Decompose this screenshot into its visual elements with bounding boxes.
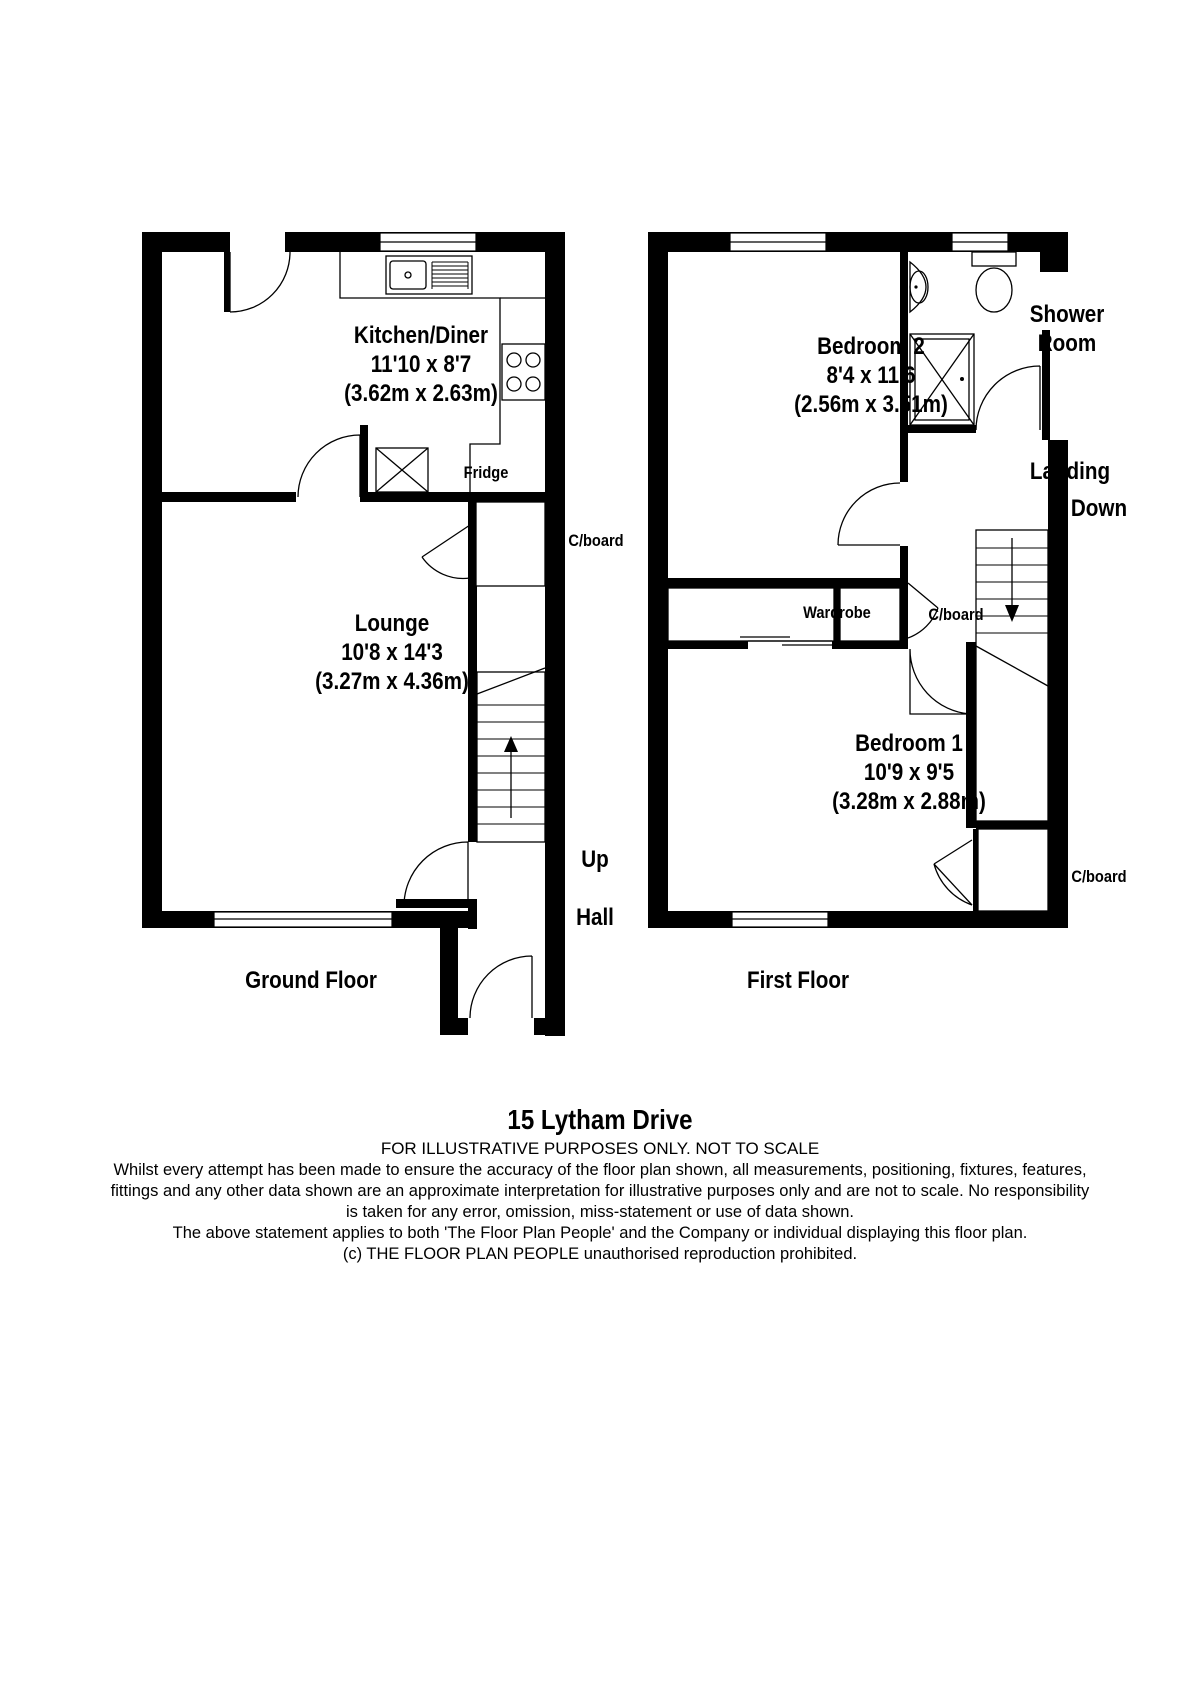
disclaimer <box>100 1160 1100 1265</box>
gf-wall-kitchen-lounge-right <box>360 492 545 502</box>
gf-sink-icon <box>386 256 472 294</box>
gf-door-front <box>470 956 532 1018</box>
ff-shower-label-1: Shower <box>1029 300 1105 328</box>
ff-wall-wardrobe-bottom-right <box>832 641 908 649</box>
gf-cupboard <box>476 502 545 586</box>
ff-door-bedroom2 <box>838 483 900 545</box>
gf-lounge-metric: (3.27m x 4.36m) <box>315 667 469 695</box>
gf-fridge-label: Fridge <box>463 464 509 483</box>
ff-wall-wardrobe-right <box>900 578 908 649</box>
gf-lounge-imperial: 10'8 x 14'3 <box>341 638 443 666</box>
ff-wall-right-stub <box>1040 252 1048 272</box>
ff-floor-label: First Floor <box>746 966 850 994</box>
gf-wall-porch-bottom-left <box>440 1018 468 1035</box>
gf-floor-label: Ground Floor <box>245 966 377 994</box>
gf-door-kitchen-lounge <box>298 435 360 497</box>
disclaimer-line: fittings and any other data shown are an approximate interpretation for illustrative purposes only and are not to scale. No responsibility <box>110 1182 1090 1200</box>
ground-floor-plan <box>142 232 624 1036</box>
ff-shower-label-2: Room <box>1037 329 1097 357</box>
ff-basin-icon <box>910 262 928 312</box>
ff-wall-left <box>648 232 668 928</box>
not-to-scale-notice: FOR ILLUSTRATIVE PURPOSES ONLY. NOT TO SCALE <box>380 1139 820 1158</box>
ff-wall-bed2-bottom <box>668 578 906 588</box>
ff-door-shower <box>976 366 1040 430</box>
ff-stairs <box>976 530 1048 821</box>
ff-door-bedroom1 <box>910 649 970 714</box>
ff-bedroom1-metric: (3.28m x 2.88m) <box>832 787 986 815</box>
gf-cupboard-label: C/board <box>568 532 624 551</box>
ff-bedroom2-name: Bedroom 2 <box>817 332 925 360</box>
ff-bedroom1-name: Bedroom 1 <box>855 729 963 757</box>
gf-wall-hall-front-post <box>468 899 477 929</box>
gf-door-hall-lounge <box>404 842 468 906</box>
ff-wall-shower-bottom <box>900 425 976 433</box>
gf-fridge-icon <box>376 448 428 492</box>
disclaimer-line: The above statement applies to both 'The Floor Plan People' and the Company or individual displaying this floor plan. <box>172 1224 1028 1242</box>
gf-wall-hall-front <box>396 899 476 908</box>
ff-bedroom2-imperial: 8'4 x 11'6 <box>826 361 916 389</box>
ff-door-cupboard-lower <box>934 840 972 905</box>
gf-wall-porch-left <box>440 911 458 1035</box>
gf-stairs-up-label: Up <box>581 845 609 873</box>
disclaimer-line: Whilst every attempt has been made to ensure the accuracy of the floor plan shown, all measurements, positioning, fixtures, features, <box>113 1161 1087 1179</box>
ff-wall-cupboard-left <box>973 829 978 911</box>
gf-wall-right <box>545 232 565 1036</box>
gf-hall-name: Hall <box>576 903 614 931</box>
ff-wall-right-top <box>1048 232 1068 272</box>
gf-hob-icon <box>502 344 545 400</box>
gf-kitchen-door-jamb <box>224 232 230 312</box>
disclaimer-line: is taken for any error, omission, miss-statement or use of data shown. <box>345 1203 855 1221</box>
gf-wall-left <box>142 232 162 928</box>
gf-lounge-name: Lounge <box>354 609 430 637</box>
gf-wall-kitchen-stub <box>360 425 368 502</box>
gf-kitchen-name: Kitchen/Diner <box>353 321 489 349</box>
gf-door-kitchen-external <box>230 252 290 312</box>
ff-toilet-icon <box>972 252 1016 312</box>
gf-door-cupboard <box>422 525 470 578</box>
ff-bedroom2-metric: (2.56m x 3.51m) <box>794 390 948 418</box>
gf-wall-kitchen-lounge-left <box>162 492 296 502</box>
gf-stairs <box>477 668 545 842</box>
ff-wall-stairs-bottom <box>976 821 1048 829</box>
gf-wall-porch-bottom-right <box>534 1018 565 1035</box>
ff-cupboard-lower <box>978 829 1048 911</box>
ff-landing-name: Landing <box>1029 457 1111 485</box>
gf-wall-hall-lower <box>468 586 477 842</box>
property-title: 15 Lytham Drive <box>507 1104 693 1135</box>
gf-kitchen-imperial: 11'10 x 8'7 <box>370 350 472 378</box>
ff-wall-right <box>1048 440 1068 928</box>
ff-wardrobe-label: Wardrobe <box>803 604 871 623</box>
ff-wall-wardrobe-bottom-left <box>668 641 748 649</box>
ff-stairs-down-label: Down <box>1070 494 1128 522</box>
ff-cupboard-upper-label: C/board <box>928 606 984 625</box>
copyright-line: (c) THE FLOOR PLAN PEOPLE unauthorised reproduction prohibited. <box>342 1245 858 1263</box>
gf-kitchen-metric: (3.62m x 2.63m) <box>344 379 498 407</box>
ff-bedroom1-imperial: 10'9 x 9'5 <box>863 758 955 786</box>
ff-cupboard-lower-label: C/board <box>1071 868 1127 887</box>
first-floor-plan <box>648 232 1127 993</box>
ff-wall-bottom <box>648 911 1068 928</box>
